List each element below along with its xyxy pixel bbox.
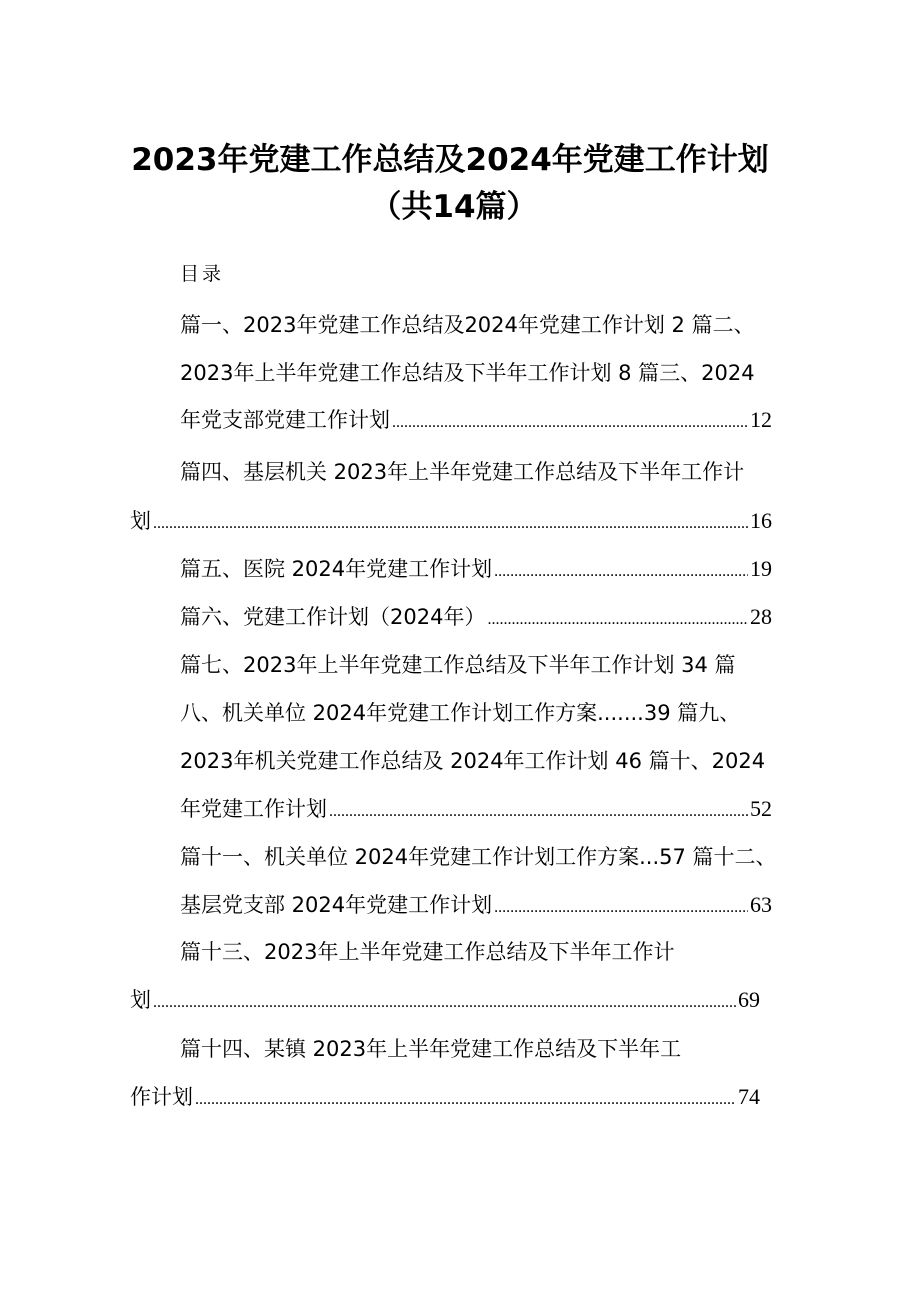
toc-page-number: 52 <box>750 796 772 821</box>
toc-line[interactable] <box>180 605 772 632</box>
toc-line[interactable] <box>180 557 772 584</box>
toc-entry-title: 基层党支部 2024年党建工作计划 <box>180 893 493 917</box>
toc-line[interactable] <box>180 408 772 435</box>
toc-line[interactable]: 篇十一、机关单位 2024年党建工作计划工作方案...57 篇十二、 <box>180 845 777 869</box>
dot-leader <box>153 991 736 1015</box>
toc-line[interactable]: 篇一、2023年党建工作总结及2024年党建工作计划 2 篇二、 <box>180 313 755 337</box>
toc-line[interactable]: 2023年机关党建工作总结及 2024年工作计划 46 篇十、2024 <box>180 749 766 773</box>
dot-leader <box>494 560 748 584</box>
toc-line[interactable]: 篇四、基层机关 2023年上半年党建工作总结及下半年工作计 <box>180 460 745 484</box>
toc-heading: 目录 <box>180 263 225 285</box>
toc-entry-title: 年党支部党建工作计划 <box>180 408 390 432</box>
toc-page-number: 16 <box>750 508 772 533</box>
toc-line[interactable] <box>130 988 760 1015</box>
dot-leader <box>487 608 748 632</box>
toc-entry-title: 作计划 <box>130 1085 193 1109</box>
toc-line[interactable] <box>130 509 772 536</box>
document-subtitle: （共14篇） <box>370 189 538 225</box>
toc-entry-title: 年党建工作计划 <box>180 797 327 821</box>
toc-line[interactable] <box>130 1085 760 1112</box>
dot-leader <box>494 896 748 920</box>
toc-line[interactable]: 篇十三、2023年上半年党建工作总结及下半年工作计 <box>180 940 675 964</box>
toc-line[interactable] <box>180 893 772 920</box>
toc-page-number: 74 <box>738 1084 760 1109</box>
toc-entry-title: 篇六、党建工作计划（2024年） <box>180 605 486 629</box>
toc-page-number: 19 <box>750 556 772 581</box>
dot-leader <box>392 411 748 435</box>
toc-page-number: 63 <box>750 892 772 917</box>
document-title: 2023年党建工作总结及2024年党建工作计划 <box>131 142 769 178</box>
toc-line[interactable]: 八、机关单位 2024年党建工作计划工作方案.......39 篇九、 <box>180 701 741 725</box>
dot-leader <box>329 800 748 824</box>
toc-line[interactable]: 篇十四、某镇 2023年上半年党建工作总结及下半年工 <box>180 1037 682 1061</box>
toc-page-number: 69 <box>738 987 760 1012</box>
dot-leader <box>195 1088 736 1112</box>
toc-entry-title: 划 <box>130 988 151 1012</box>
toc-entry-title: 划 <box>130 509 151 533</box>
toc-page-number: 28 <box>750 604 772 629</box>
toc-line[interactable]: 2023年上半年党建工作总结及下半年工作计划 8 篇三、2024 <box>180 361 755 385</box>
toc-line[interactable]: 篇七、2023年上半年党建工作总结及下半年工作计划 34 篇 <box>180 653 736 677</box>
toc-line[interactable] <box>180 797 772 824</box>
toc-entry-title: 篇五、医院 2024年党建工作计划 <box>180 557 493 581</box>
dot-leader <box>153 512 748 536</box>
toc-page-number: 12 <box>750 407 772 432</box>
